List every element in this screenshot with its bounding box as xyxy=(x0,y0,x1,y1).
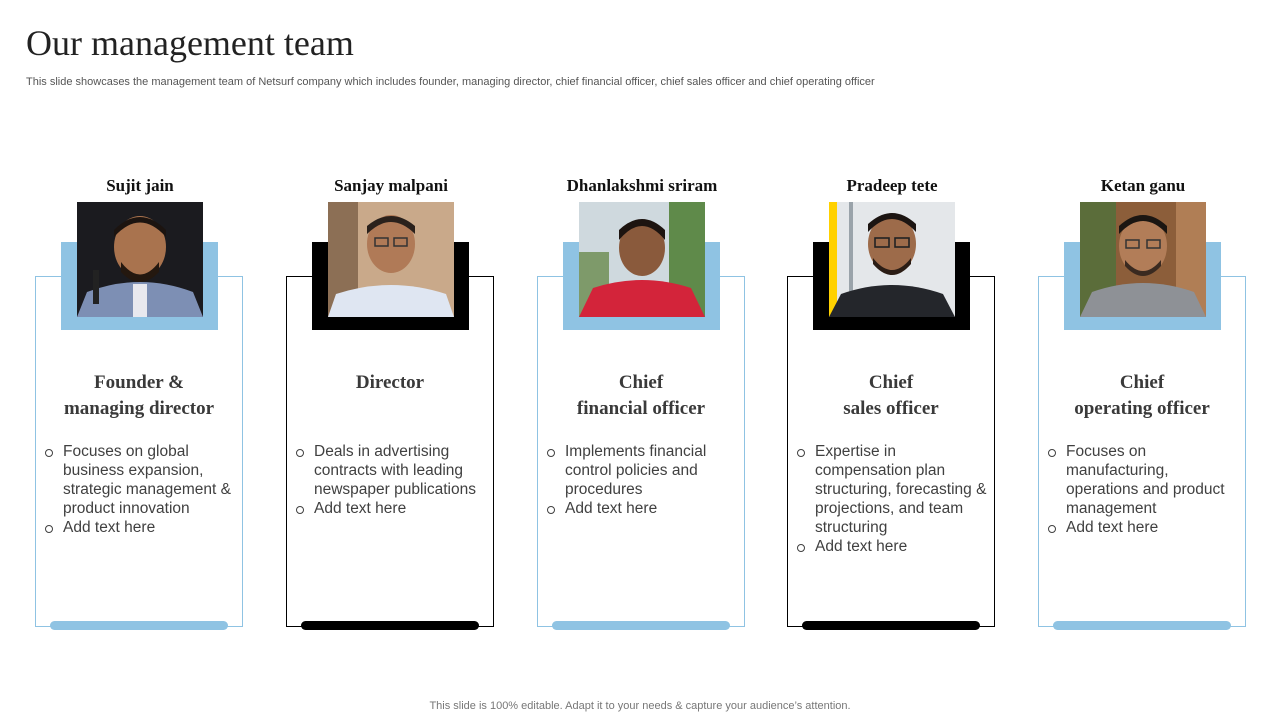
member-role-line: Founder & xyxy=(94,372,184,393)
member-role-line: sales officer xyxy=(843,398,939,419)
member-photo xyxy=(829,202,955,317)
card-accent-bar xyxy=(301,621,479,630)
member-name: Ketan ganu xyxy=(1100,176,1186,195)
member-bullets xyxy=(547,442,739,518)
team-member-card xyxy=(537,176,747,636)
slide-title: Our management team xyxy=(26,23,354,63)
member-name: Sanjay malpani xyxy=(334,176,448,195)
team-member-card xyxy=(286,176,496,636)
member-role-line: operating officer xyxy=(1074,398,1210,419)
bullet-item: Add text here xyxy=(296,499,488,518)
member-bullets xyxy=(1048,442,1240,537)
team-member-card xyxy=(787,176,997,636)
member-bullets xyxy=(296,442,488,518)
member-photo xyxy=(1080,202,1206,317)
bullet-item: Add text here xyxy=(797,537,989,556)
member-name: Pradeep tete xyxy=(846,176,938,195)
member-name: Dhanlakshmi sriram xyxy=(566,176,718,195)
member-role-line: financial officer xyxy=(576,398,706,419)
member-role-line: Chief xyxy=(868,372,914,393)
member-role xyxy=(537,370,745,422)
card-accent-bar xyxy=(50,621,228,630)
bullet-item: Add text here xyxy=(547,499,739,518)
member-photo xyxy=(579,202,705,317)
team-member-card xyxy=(35,176,245,636)
slide-subtitle: This slide showcases the management team of Netsurf company which includes founder, managing director, chief financial officer, chief sales officer and chief operating officer xyxy=(26,76,875,88)
card-accent-bar xyxy=(802,621,980,630)
member-role xyxy=(35,370,243,422)
slide-footer: This slide is 100% editable. Adapt it to your needs & capture your audience’s attention. xyxy=(429,700,851,712)
bullet-item: Focuses on global business expansion, strategic management & product innovation xyxy=(45,442,237,518)
card-accent-bar xyxy=(552,621,730,630)
bullet-item: Focuses on manufacturing, operations and product management xyxy=(1048,442,1240,518)
member-role-line: Chief xyxy=(618,372,664,393)
member-bullets xyxy=(797,442,989,556)
member-role xyxy=(1038,370,1246,422)
bullet-item: Implements financial control policies and procedures xyxy=(547,442,739,499)
bullet-item: Expertise in compensation plan structuring, forecasting & projections, and team structuring xyxy=(797,442,989,537)
member-role-line: managing director xyxy=(63,398,215,419)
member-role xyxy=(286,370,494,396)
card-accent-bar xyxy=(1053,621,1231,630)
team-member-card xyxy=(1038,176,1248,636)
member-photo xyxy=(77,202,203,317)
bullet-item: Deals in advertising contracts with leading newspaper publications xyxy=(296,442,488,499)
bullet-item: Add text here xyxy=(1048,518,1240,537)
member-name: Sujit jain xyxy=(106,176,174,195)
bullet-item: Add text here xyxy=(45,518,237,537)
member-role-line: Chief xyxy=(1119,372,1165,393)
member-role-line: Director xyxy=(355,372,425,393)
member-role xyxy=(787,370,995,422)
member-bullets xyxy=(45,442,237,537)
member-photo xyxy=(328,202,454,317)
